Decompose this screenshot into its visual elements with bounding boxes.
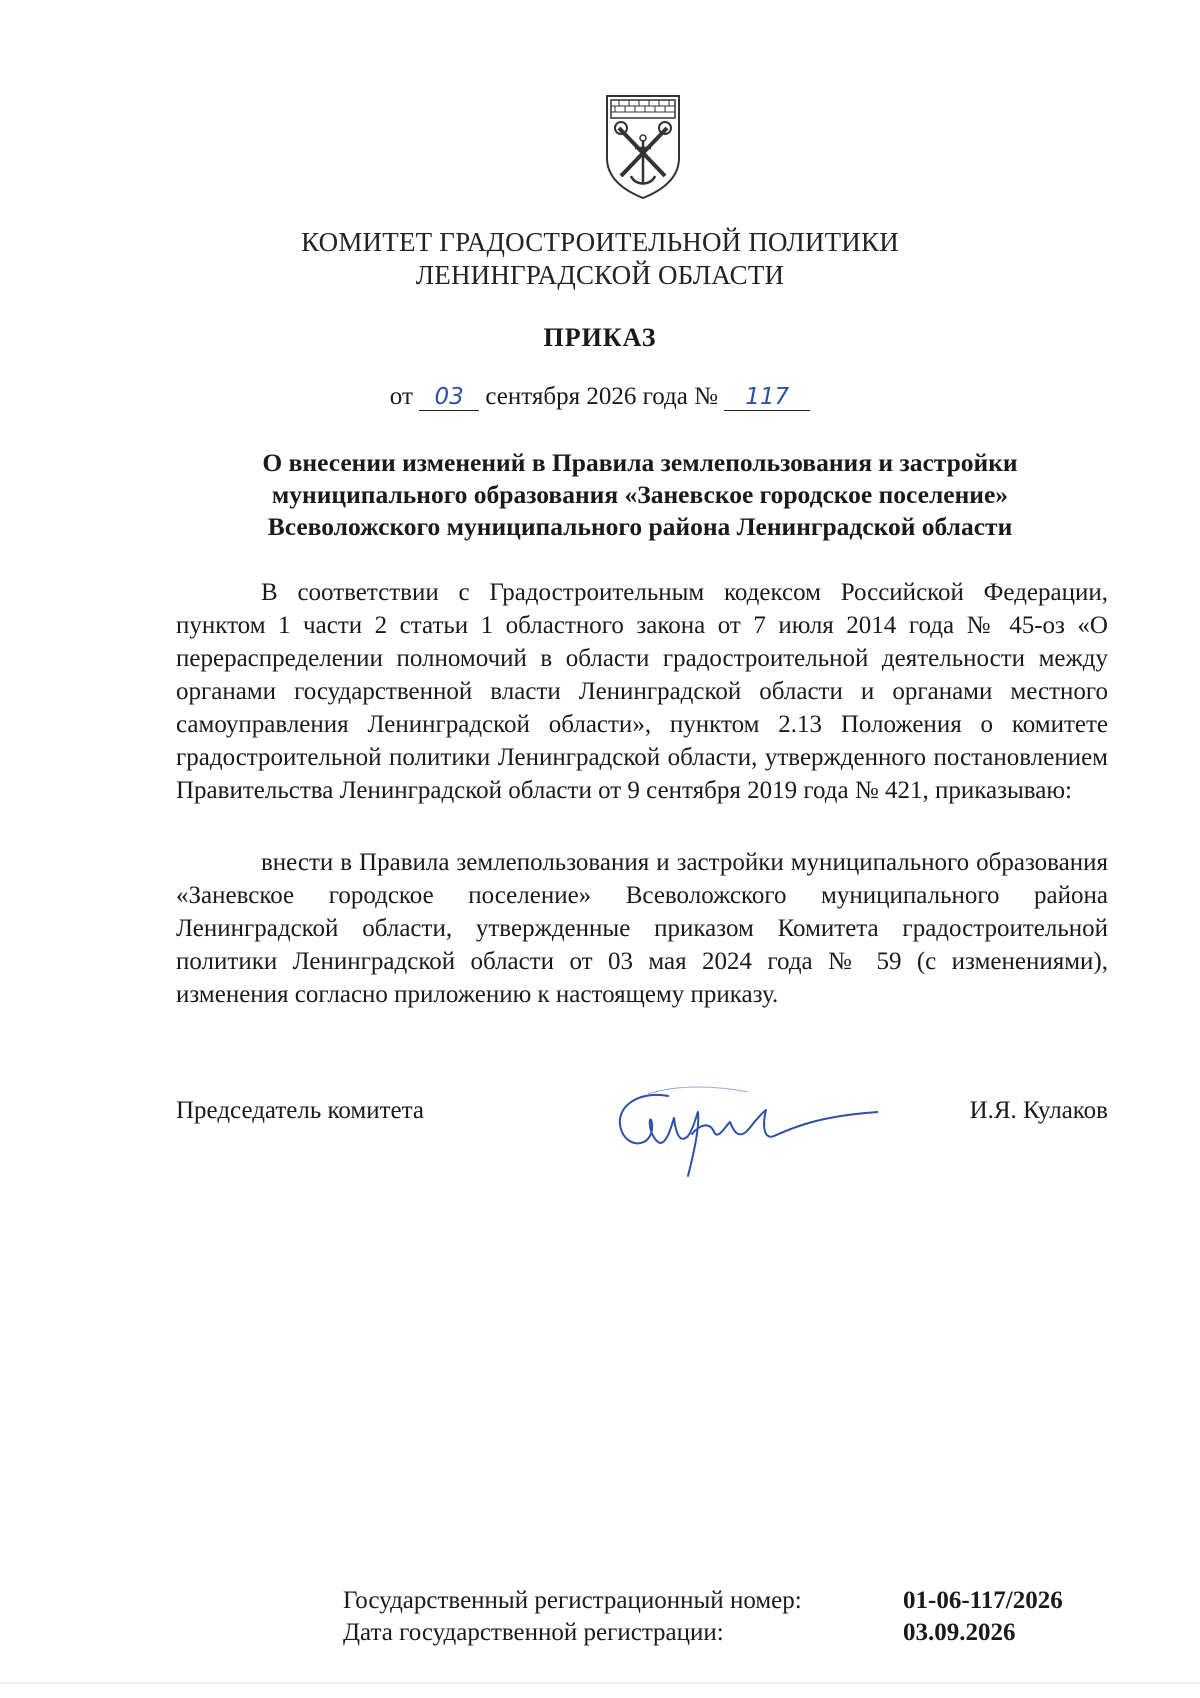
document-type: ПРИКАЗ	[543, 323, 657, 352]
page-bottom-divider	[0, 1682, 1200, 1684]
signatory-name: И.Я. Кулаков	[969, 1097, 1108, 1124]
subject-line-1: О внесении изменений в Правила землепользования и застройки	[262, 448, 1018, 477]
handwritten-signature	[608, 1080, 878, 1180]
registration-number-row	[343, 1585, 1063, 1617]
registration-date-label: Дата государственной регистрации:	[343, 1619, 724, 1646]
date-line	[0, 383, 1200, 411]
order-subject	[175, 447, 1105, 543]
body-paragraph-1: В соответствии с Градостроительным кодексом Российской Федерации, пунктом 1 части 2 статьи 1 областного закона от 7 июля 2014 года № 45-оз «О перераспределении полномочий в области градостроительной деятельности между органами государственной власти Ленинградской области и органами местного самоуправления Ленинградской области», пунктом 2.13 Положения о комитете градостроительной политики Ленинградской области, утвержденного постановлением Правительства Ленинградской области от 9 сентября 2019 года № 421, приказываю:	[176, 579, 1108, 804]
signatory-title: Председатель комитета	[176, 1097, 424, 1124]
coat-of-arms-icon	[601, 92, 685, 200]
agency-name	[0, 226, 1200, 292]
registration-number-label: Государственный регистрационный номер:	[343, 1587, 802, 1614]
registration-date-row	[343, 1617, 1063, 1649]
subject-line-3: Всеволожского муниципального района Ленинградской области	[267, 512, 1013, 541]
date-prefix: от	[389, 383, 413, 410]
date-day: 03	[419, 384, 479, 411]
order-number: 117	[724, 384, 810, 411]
agency-line-2: ЛЕНИНГРАДСКОЙ ОБЛАСТИ	[415, 260, 785, 290]
date-middle: сентября 2026 года №	[485, 383, 718, 410]
registration-number-value: 01-06-117/2026	[903, 1587, 1063, 1614]
registration-date-value: 03.09.2026	[903, 1619, 1016, 1646]
subject-line-2: муниципального образования «Заневское городское поселение»	[271, 480, 1009, 509]
agency-line-1: КОМИТЕТ ГРАДОСТРОИТЕЛЬНОЙ ПОЛИТИКИ	[301, 227, 899, 257]
registration-block	[343, 1585, 1063, 1649]
body-paragraph-2: внести в Правила землепользования и застройки муниципального образования «Заневское городское поселение» Всеволожского муниципального района Ленинградской области, утвержденные приказом Комитета градостроительной политики Ленинградской области от 03 мая 2024 года № 59 (с изменениями), изменения согласно приложению к настоящему приказу.	[176, 849, 1108, 1008]
